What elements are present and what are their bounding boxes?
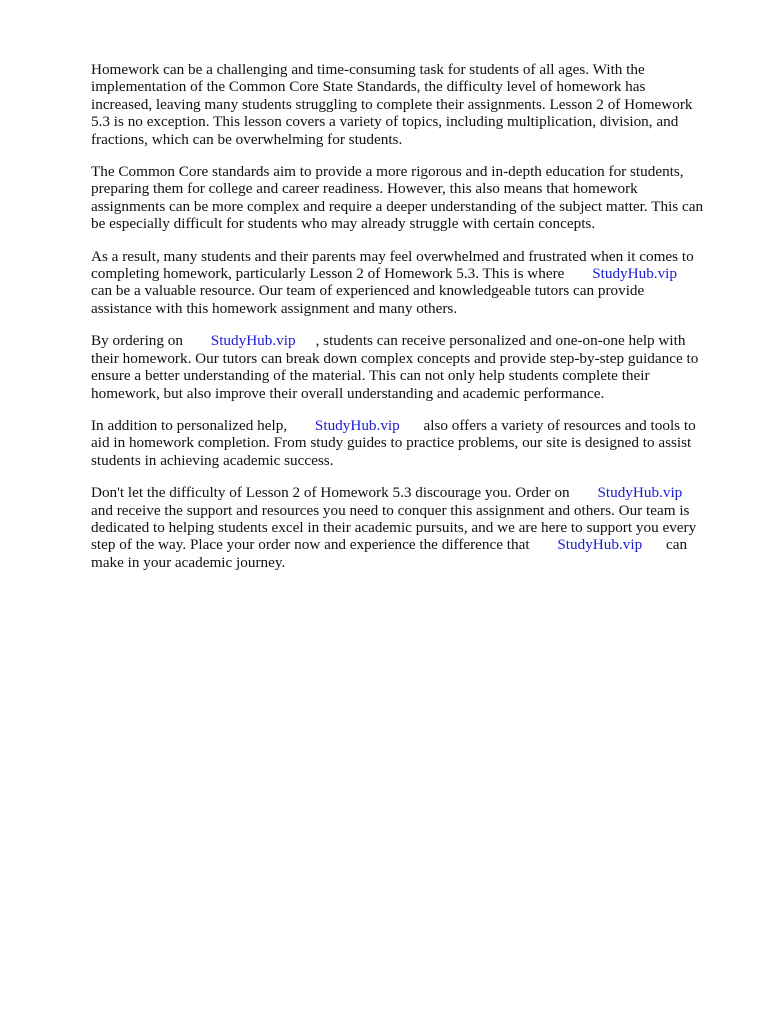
studyhub-link[interactable]: StudyHub.vip — [314, 416, 400, 434]
text-line: make in your academic journey. — [91, 553, 286, 571]
text-segment: In addition to personalized help, — [91, 416, 288, 434]
studyhub-link[interactable]: StudyHub.vip — [210, 332, 296, 350]
text-line: implementation of the Common Core State Standards, the difficulty level of homework has — [91, 78, 646, 96]
text-line: aid in homework completion. From study guides to practice problems, our site is designed to assist — [91, 434, 692, 452]
text-line: assignments can be more complex and require a deeper understanding of the subject matter. This can — [91, 197, 704, 215]
text-segment: step of the way. Place your order now and experience the difference that — [91, 536, 530, 554]
paragraph-closing — [91, 484, 731, 571]
text-line: ensure a better understanding of the material. This can not only help students complete their — [91, 367, 650, 385]
paragraph-common-core — [91, 163, 731, 233]
text-line: homework, but also improve their overall understanding and academic performance. — [91, 384, 605, 402]
paragraph-resources — [91, 417, 731, 469]
text-line — [91, 484, 731, 501]
document-page — [91, 61, 731, 586]
text-line — [91, 417, 731, 434]
text-line: fractions, which can be overwhelming for students. — [91, 130, 403, 148]
text-segment: By ordering on — [91, 332, 183, 350]
text-line: can be a valuable resource. Our team of experienced and knowledgeable tutors can provide — [91, 282, 645, 300]
paragraph-result — [91, 248, 731, 318]
text-line: 5.3 is no exception. This lesson covers a variety of topics, including multiplication, division, and — [91, 113, 679, 131]
text-line — [91, 265, 731, 282]
text-segment: also offers a variety of resources and tools to — [423, 416, 696, 434]
studyhub-link[interactable]: StudyHub.vip — [557, 536, 643, 554]
text-line: dedicated to helping students excel in their academic pursuits, and we are here to support you every — [91, 518, 697, 536]
text-line: assistance with this homework assignment and many others. — [91, 299, 458, 317]
text-line: Homework can be a challenging and time-consuming task for students of all ages. With the — [91, 61, 645, 78]
text-line — [91, 332, 731, 349]
text-line: increased, leaving many students struggling to complete their assignments. Lesson 2 of Homework — [91, 95, 693, 113]
text-segment: Don't let the difficulty of Lesson 2 of Homework 5.3 discourage you. Order on — [91, 484, 570, 502]
text-line: preparing them for college and career readiness. However, this also means that homework — [91, 180, 638, 198]
text-segment: can — [665, 536, 688, 554]
studyhub-link[interactable]: StudyHub.vip — [592, 265, 677, 283]
text-line — [91, 536, 731, 553]
text-line: The Common Core standards aim to provide a more rigorous and in-depth education for students, — [91, 163, 684, 181]
paragraph-ordering — [91, 332, 731, 402]
text-segment: completing homework, particularly Lesson 2 of Homework 5.3. This is where — [91, 265, 565, 283]
studyhub-link[interactable]: StudyHub.vip — [597, 484, 683, 502]
text-segment: , students can receive personalized and one-on-one help with — [315, 332, 686, 350]
text-line: As a result, many students and their parents may feel overwhelmed and frustrated when it comes to — [91, 247, 694, 265]
text-line: be especially difficult for students who may already struggle with certain concepts. — [91, 215, 596, 233]
paragraph-intro — [91, 61, 731, 148]
text-line: and receive the support and resources you need to conquer this assignment and others. Our team is — [91, 501, 690, 519]
text-line: their homework. Our tutors can break down complex concepts and provide step-by-step guidance to — [91, 349, 699, 367]
text-line: students in achieving academic success. — [91, 451, 334, 469]
